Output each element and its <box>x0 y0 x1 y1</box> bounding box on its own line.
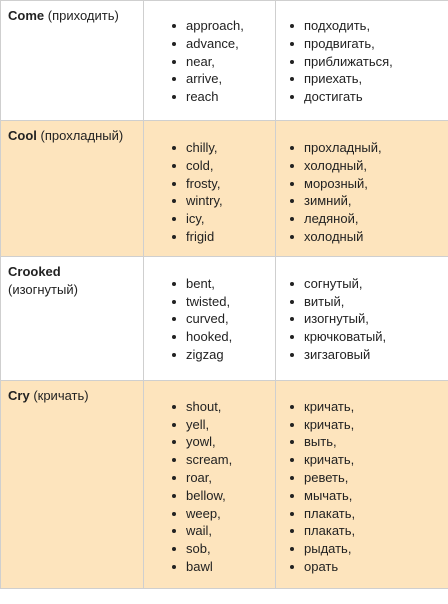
headword <box>1 381 143 405</box>
list-item: холодный, <box>276 157 448 175</box>
list-item: зимний, <box>276 192 448 210</box>
list-item: плакать, <box>276 505 448 523</box>
list-item: подходить, <box>276 17 448 35</box>
headword-translation: (изогнутый) <box>8 281 78 297</box>
list-item: sob, <box>144 540 275 558</box>
list-item: zigzag <box>144 346 275 364</box>
list-item: плакать, <box>276 522 448 540</box>
word-cell <box>1 256 144 380</box>
russian-translations-list <box>276 121 448 256</box>
list-item: bellow, <box>144 487 275 505</box>
english-synonyms-list <box>144 381 275 588</box>
russian-translations-cell <box>276 380 448 588</box>
list-item: достигать <box>276 88 448 106</box>
headword-translation: (прохладный) <box>40 127 124 143</box>
list-item: yowl, <box>144 433 275 451</box>
list-item: wail, <box>144 522 275 540</box>
list-item: near, <box>144 53 275 71</box>
list-item: кричать, <box>276 416 448 434</box>
list-item: продвигать, <box>276 35 448 53</box>
russian-translations-cell <box>276 256 448 380</box>
list-item: зигзаговый <box>276 346 448 364</box>
list-item: витый, <box>276 293 448 311</box>
table-row <box>1 256 448 380</box>
english-synonyms-cell <box>144 380 276 588</box>
list-item: yell, <box>144 416 275 434</box>
list-item: реветь, <box>276 469 448 487</box>
list-item: hooked, <box>144 328 275 346</box>
list-item: кричать, <box>276 451 448 469</box>
list-item: shout, <box>144 398 275 416</box>
russian-translations-cell <box>276 1 448 121</box>
list-item: рыдать, <box>276 540 448 558</box>
list-item: bawl <box>144 558 275 576</box>
list-item: bent, <box>144 275 275 293</box>
headword-en: Come <box>8 8 45 23</box>
list-item: мычать, <box>276 487 448 505</box>
list-item: scream, <box>144 451 275 469</box>
list-item: advance, <box>144 35 275 53</box>
headword-translation: (приходить) <box>47 8 119 23</box>
list-item: согнутый, <box>276 275 448 293</box>
list-item: прохладный, <box>276 139 448 157</box>
list-item: roar, <box>144 469 275 487</box>
list-item: arrive, <box>144 70 275 88</box>
word-cell <box>1 120 144 256</box>
list-item: icy, <box>144 210 275 228</box>
english-synonyms-cell <box>144 1 276 121</box>
headword-en: Cry <box>8 387 30 403</box>
list-item: ледяной, <box>276 210 448 228</box>
headword <box>1 121 143 145</box>
list-item: twisted, <box>144 293 275 311</box>
list-item: reach <box>144 88 275 106</box>
list-item: выть, <box>276 433 448 451</box>
table-row <box>1 1 448 121</box>
list-item: холодный <box>276 228 448 246</box>
list-item: кричать, <box>276 398 448 416</box>
russian-translations-list <box>276 257 448 380</box>
english-synonyms-list <box>144 1 275 120</box>
list-item: cold, <box>144 157 275 175</box>
list-item: изогнутый, <box>276 310 448 328</box>
headword-translation: (кричать) <box>33 387 89 403</box>
list-item: морозный, <box>276 175 448 193</box>
russian-translations-list <box>276 1 448 120</box>
headword <box>1 257 143 299</box>
list-item: approach, <box>144 17 275 35</box>
list-item: wintry, <box>144 192 275 210</box>
list-item: орать <box>276 558 448 576</box>
english-synonyms-list <box>144 257 275 380</box>
table-row <box>1 380 448 588</box>
headword-en: Crooked <box>8 263 61 279</box>
russian-translations-list <box>276 381 448 588</box>
word-cell <box>1 1 144 121</box>
english-synonyms-cell <box>144 256 276 380</box>
headword-en: Cool <box>8 127 37 143</box>
list-item: крючковатый, <box>276 328 448 346</box>
list-item: frosty, <box>144 175 275 193</box>
russian-translations-cell <box>276 120 448 256</box>
list-item: curved, <box>144 310 275 328</box>
list-item: weep, <box>144 505 275 523</box>
list-item: frigid <box>144 228 275 246</box>
word-cell <box>1 380 144 588</box>
list-item: приближаться, <box>276 53 448 71</box>
list-item: chilly, <box>144 139 275 157</box>
table-row <box>1 120 448 256</box>
english-synonyms-cell <box>144 120 276 256</box>
list-item: приехать, <box>276 70 448 88</box>
english-synonyms-list <box>144 121 275 256</box>
headword <box>1 1 143 25</box>
